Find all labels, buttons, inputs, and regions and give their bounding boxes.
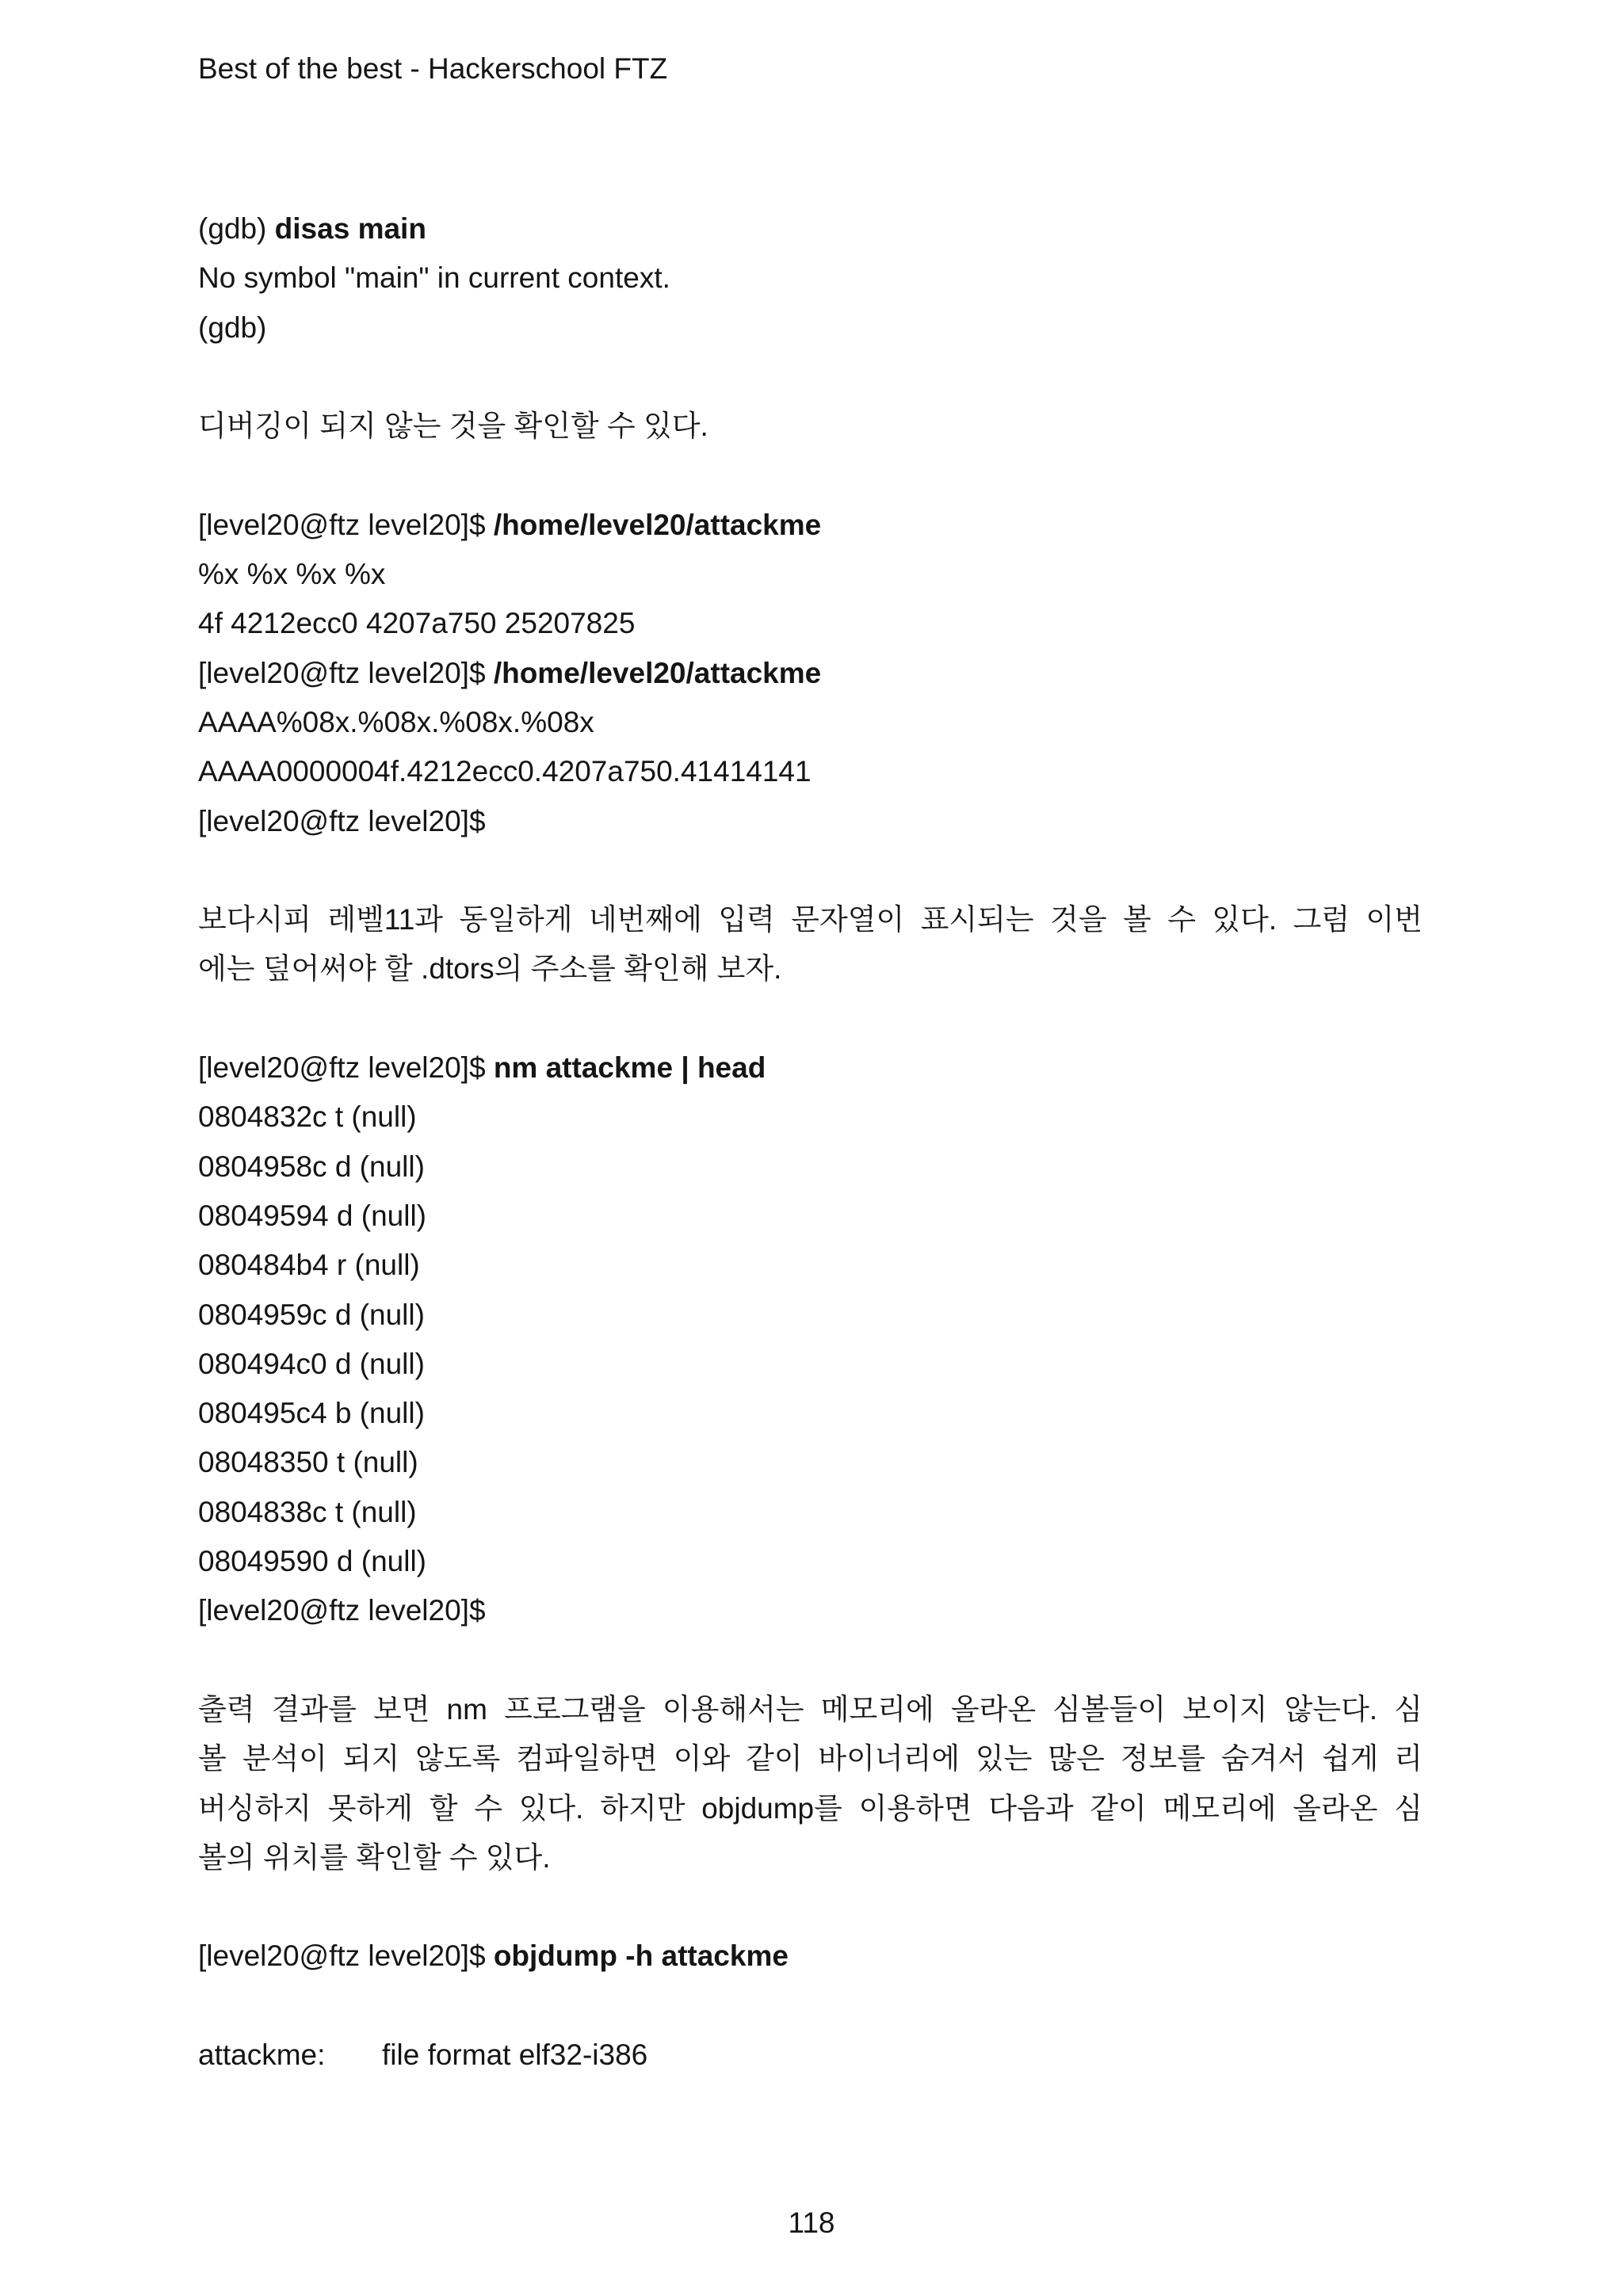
nm-output-line: 0804958c d (null) <box>198 1150 425 1183</box>
spacer <box>198 846 1423 895</box>
shell-command: /home/level20/attackme <box>493 656 822 689</box>
nm-output-line: 080495c4 b (null) <box>198 1397 425 1430</box>
shell-command-line <box>198 1932 1423 1981</box>
paragraph-line: 버싱하지 못하게 할 수 있다. 하지만 objdump를 이용하면 다음과 같이 메모리에 올라온 심 <box>198 1791 1423 1825</box>
paragraph-line: 출력 결과를 보면 nm 프로그램을 이용해서는 메모리에 올라온 심볼들이 보이지 않는다. 심 <box>198 1692 1423 1726</box>
objdump-file-format-line <box>198 2031 1423 2080</box>
gdb-command-line <box>198 204 1423 254</box>
spacer <box>198 1636 1423 1685</box>
spacer <box>198 1981 1423 2031</box>
spacer <box>198 994 1423 1043</box>
nm-output-line: 08049590 d (null) <box>198 1545 426 1578</box>
gdb-prompt: (gdb) <box>198 212 267 245</box>
paragraph-line: 볼 분석이 되지 않도록 컴파일하면 이와 같이 바이너리에 있는 많은 정보를 숨겨서 쉽게 리 <box>198 1742 1423 1775</box>
shell-command: /home/level20/attackme <box>493 508 822 541</box>
spacer <box>198 1882 1423 1932</box>
shell-prompt: [level20@ftz level20]$ <box>198 1051 486 1085</box>
nm-output-line: 0804959c d (null) <box>198 1298 425 1331</box>
nm-output-line: 080494c0 d (null) <box>198 1347 425 1380</box>
gdb-output: No symbol "main" in current context. <box>198 261 670 295</box>
shell-command: objdump -h attackme <box>493 1939 789 1973</box>
nm-output-line: 0804838c t (null) <box>198 1495 417 1528</box>
paragraph-line: 볼의 위치를 확인할 수 있다. <box>198 1840 551 1874</box>
paragraph-line: 에는 덮어써야 할 .dtors의 주소를 확인해 보자. <box>198 952 782 986</box>
program-input: %x %x %x %x <box>198 558 386 591</box>
objdump-file-label: attackme: <box>198 2038 326 2071</box>
shell-prompt: [level20@ftz level20]$ <box>198 656 486 689</box>
shell-command-line <box>198 501 1423 550</box>
program-output: AAAA0000004f.4212ecc0.4207a750.41414141 <box>198 755 812 788</box>
paragraph-line: 보다시피 레벨11과 동일하게 네번째에 입력 문자열이 표시되는 것을 볼 수 있다. 그럼 이번 <box>198 903 1423 936</box>
program-input: AAAA%08x.%08x.%08x.%08x <box>198 705 594 738</box>
shell-command-line <box>198 1043 1423 1093</box>
nm-output-line: 0804832c t (null) <box>198 1100 417 1134</box>
nm-output-line: 08049594 d (null) <box>198 1199 426 1232</box>
spacer <box>198 353 1423 402</box>
spacer <box>198 451 1423 500</box>
page-header: Best of the best - Hackerschool FTZ <box>198 52 668 85</box>
gdb-end-prompt: (gdb) <box>198 311 267 344</box>
page-content <box>198 204 1423 2080</box>
shell-prompt: [level20@ftz level20]$ <box>198 508 486 541</box>
nm-output-line: 08048350 t (null) <box>198 1446 418 1479</box>
gdb-command: disas main <box>274 212 426 245</box>
page-number: 118 <box>788 2206 835 2239</box>
objdump-file-format: file format elf32-i386 <box>382 2038 648 2071</box>
shell-end-prompt: [level20@ftz level20]$ <box>198 1594 486 1627</box>
note-debugging-blocked: 디버깅이 되지 않는 것을 확인할 수 있다. <box>198 410 708 443</box>
shell-end-prompt: [level20@ftz level20]$ <box>198 804 486 837</box>
shell-command: nm attackme | head <box>493 1051 766 1085</box>
program-output: 4f 4212ecc0 4207a750 25207825 <box>198 607 636 640</box>
shell-prompt: [level20@ftz level20]$ <box>198 1939 486 1973</box>
shell-command-line <box>198 649 1423 698</box>
nm-output-line: 080484b4 r (null) <box>198 1249 420 1282</box>
